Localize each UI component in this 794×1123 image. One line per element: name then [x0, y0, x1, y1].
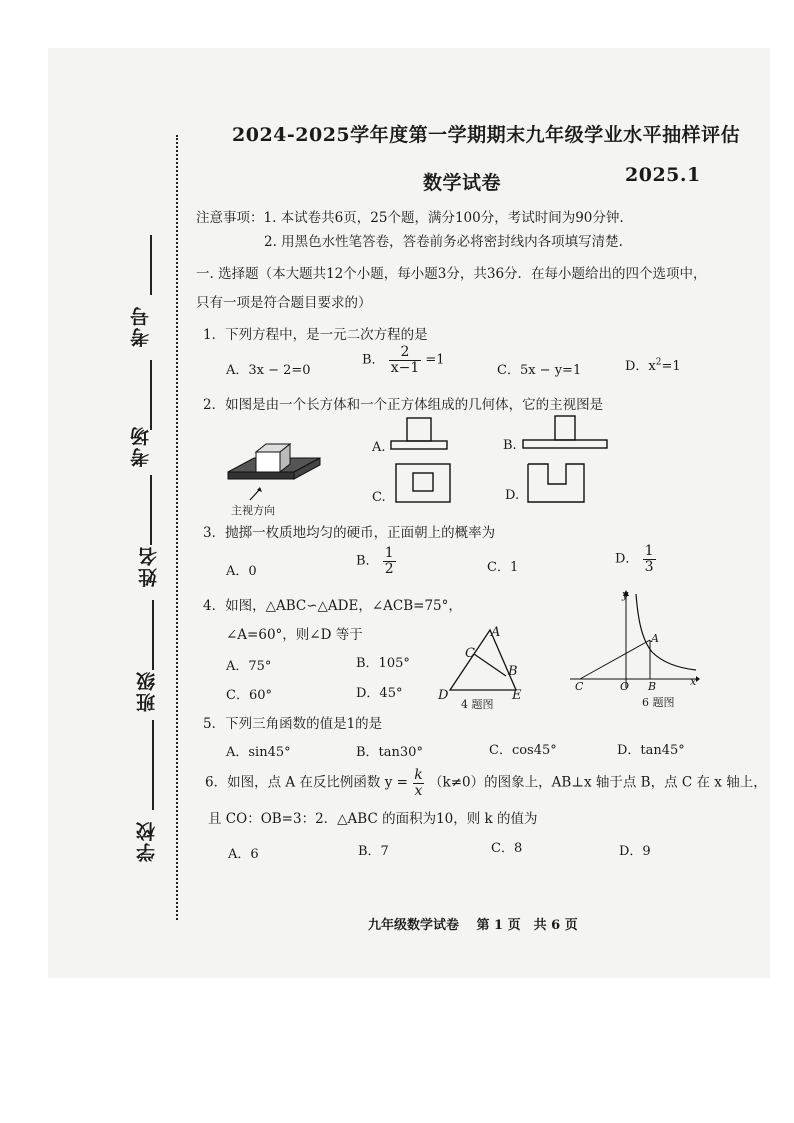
q3-option-a: A．0: [226, 564, 257, 579]
q6-k-numerator: k: [414, 767, 423, 783]
q2-stem: 2．如图是由一个长方体和一个正方体组成的几何体，它的主视图是: [203, 397, 604, 413]
q4-label-b: B: [508, 664, 518, 679]
q3-b-denominator: 2: [384, 560, 394, 577]
q6-k-over-x-fraction: [412, 768, 424, 798]
exam-title: 2024-2025学年度第一学期期末九年级学业水平抽样评估: [232, 124, 741, 146]
q6-option-c: C．8: [491, 841, 523, 856]
q5-option-b: B．tan30°: [356, 745, 423, 760]
name-line: [150, 475, 152, 545]
q3-b-numerator: 1: [384, 545, 394, 561]
q2-option-a-label: A.: [372, 440, 386, 455]
q2-option-d-label: D.: [505, 488, 520, 503]
q1-option-b-fraction: [389, 345, 422, 375]
q5-option-c: C．cos45°: [489, 743, 557, 758]
q5-stem: 5．下列三角函数的值是1的是: [203, 716, 383, 732]
q1-b-numerator: 2: [400, 344, 410, 360]
class-label: 班级: [136, 670, 158, 712]
q4-label-e: E: [512, 688, 522, 703]
q1-b-denominator: x−1: [390, 359, 420, 376]
q6-label-x: x: [690, 675, 697, 688]
section-heading-1: 一. 选择题（本大题共12个小题，每小题3分，共36分．在每小题给出的四个选项中，: [196, 266, 707, 282]
q2-caption: 主视方向: [231, 504, 275, 517]
page-footer: 九年级数学试卷 第 1 页 共 6 页: [368, 918, 578, 933]
q3-d-numerator: 1: [644, 543, 654, 559]
q4-option-a: A．75°: [226, 659, 272, 674]
q1-option-b: [362, 345, 445, 375]
q6-option-d: D．9: [619, 844, 651, 859]
q1-option-d-rest: =1: [661, 359, 681, 374]
exam-no-line: [150, 235, 152, 295]
q4-label-c: C: [465, 646, 475, 661]
exam-date: 2025.1: [625, 164, 701, 186]
q3-option-b: [356, 546, 396, 576]
q6-caption: 6 题图: [642, 696, 675, 709]
q4-label-d: D: [438, 688, 449, 703]
q4-stem-2: ∠A=60°，则∠D 等于: [226, 627, 363, 643]
q6-stem-1: [205, 768, 767, 798]
q2-solid-figure: [224, 432, 324, 492]
q3-option-d-fraction: [643, 544, 656, 574]
q3-option-d: [615, 544, 656, 574]
q6-stem-2: 且 CO：OB=3：2．△ABC 的面积为10，则 k 的值为: [208, 811, 538, 827]
q6-option-b: B．7: [358, 844, 389, 859]
q4-label-a: A: [491, 625, 501, 640]
q4-stem-1: 4．如图，△ABC∽△ADE，∠ACB=75°，: [203, 598, 462, 614]
q2-option-d-figure: [526, 460, 588, 506]
q1-option-d-exponent: 2: [655, 357, 662, 368]
q6-x-denominator: x: [414, 782, 423, 799]
q2-option-a-figure: [388, 416, 448, 452]
viewing-direction-arrow: [248, 486, 264, 502]
q1-option-b-label: B．: [362, 352, 385, 368]
q6-option-a: A．6: [228, 847, 259, 862]
school-label: 学校: [136, 820, 158, 862]
exam-room-label: 考场: [130, 425, 152, 467]
q1-option-b-rest: =1: [425, 352, 445, 368]
exam-room-line: [150, 360, 152, 430]
seal-line: [176, 135, 178, 920]
q1-option-c: C．5x − y=1: [497, 363, 582, 378]
q4-option-c: C．60°: [226, 688, 272, 703]
q2-option-b-figure: [520, 414, 610, 454]
class-line: [152, 600, 154, 670]
q6-label-b: B: [648, 680, 657, 693]
q1-option-d: [625, 355, 681, 374]
q6-stem-pre: 6．如图，点 A 在反比例函数 y =: [205, 774, 408, 791]
q5-option-d: D．tan45°: [617, 743, 685, 758]
q1-stem: 1．下列方程中，是一元二次方程的是: [203, 327, 428, 343]
q2-option-b-label: B.: [503, 438, 517, 453]
name-label: 姓名: [138, 545, 160, 587]
q1-option-a: A．3x − 2=0: [226, 363, 311, 378]
section-heading-2: 只有一项是符合题目要求的）: [196, 295, 372, 311]
q6-stem-post: （k≠0）的图象上，AB⊥x 轴于点 B，点 C 在 x 轴上，: [429, 774, 767, 791]
q3-stem: 3．抛掷一枚质地均匀的硬币，正面朝上的概率为: [203, 525, 496, 541]
notes-line-1: 注意事项：1. 本试卷共6页，25个题，满分100分，考试时间为90分钟.: [196, 210, 624, 226]
q3-option-d-label: D．: [615, 551, 639, 567]
q1-option-d-label: D．x: [625, 359, 656, 374]
q4-option-b: B．105°: [356, 656, 410, 671]
q4-option-d: D．45°: [356, 686, 403, 701]
q2-option-c-label: C.: [372, 490, 386, 505]
exam-no-label: 考号: [130, 305, 152, 347]
q6-label-o: O: [620, 680, 630, 693]
q6-label-c: C: [575, 680, 584, 693]
q2-option-c-figure: [394, 460, 454, 506]
subject-title: 数学试卷: [423, 172, 502, 194]
q3-option-c: C．1: [487, 560, 519, 575]
q3-d-denominator: 3: [644, 558, 654, 575]
q4-caption: 4 题图: [461, 698, 494, 711]
q6-label-a: A: [651, 632, 659, 645]
q5-option-a: A．sin45°: [226, 745, 291, 760]
q3-option-b-label: B．: [356, 553, 379, 569]
q3-option-b-fraction: [383, 546, 396, 576]
school-line: [152, 720, 154, 810]
notes-line-2: 2. 用黑色水性笔答卷，答卷前务必将密封线内各项填写清楚.: [264, 234, 623, 250]
q6-graph-figure: [566, 590, 700, 690]
q6-label-y: y: [622, 588, 629, 601]
